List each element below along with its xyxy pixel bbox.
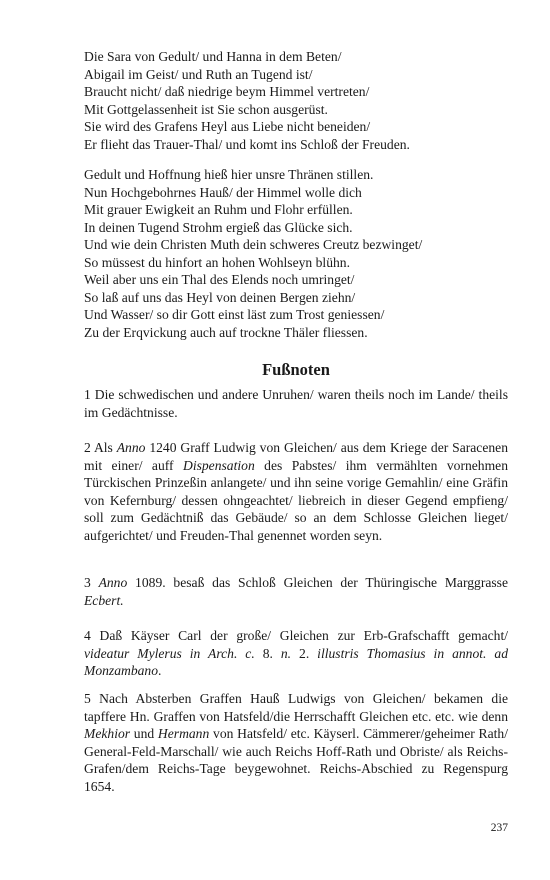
verse-line: Er flieht das Trauer-Thal/ und komt ins Schloß der Freuden. bbox=[84, 136, 410, 152]
footnote-text-part: von Hatsfeld/ etc. Käyserl. Cämmerer/geheimer Rath/ General-Feld-Marschall/ wie auch Reichs Hoff-Rath und Obriste/ als Reichs-Grafen/dem Reichs-Tage beygewohnet. Reichs-Abschied zu Regenspurg 1654. bbox=[84, 726, 508, 794]
verse-line: Braucht nicht/ daß niedrige beym Himmel vertreten/ bbox=[84, 84, 370, 99]
footnote-italic-term: Anno bbox=[98, 575, 128, 590]
verse-line: Und wie dein Christen Muth dein schweres Creutz bezwinget/ bbox=[84, 237, 423, 252]
footnote-4 bbox=[84, 627, 508, 680]
footnote-text bbox=[84, 439, 508, 544]
verse-line: Und Wasser/ so dir Gott einst läst zum Trost geniessen/ bbox=[84, 307, 385, 322]
footnote-italic-term: Dispensation bbox=[183, 457, 255, 473]
footnote-text-part: 4 Daß Käyser Carl der große/ Gleichen zur Erb-Grafschafft gemacht/ bbox=[84, 628, 508, 643]
footnote-italic-term: Anno bbox=[116, 440, 146, 455]
verse-line: Abigail im Geist/ und Ruth an Tugend ist/ bbox=[84, 66, 313, 82]
footnote-text bbox=[84, 574, 508, 609]
footnotes-heading: Fußnoten bbox=[262, 360, 330, 379]
footnote-3 bbox=[84, 574, 508, 609]
verse-line: Weil aber uns ein Thal des Elends noch umringet/ bbox=[84, 272, 355, 287]
footnote-text-part: und bbox=[130, 726, 158, 741]
footnote-text: 1 Die schwedischen und andere Unruhen/ waren theils noch im Lande/ theils im Gedächtnisse. bbox=[84, 387, 508, 420]
footnote-text bbox=[84, 627, 508, 680]
footnote-text-part: 2 Als bbox=[84, 440, 117, 455]
footnote-italic-term: Mekhior bbox=[84, 726, 131, 741]
verse-line: Nun Hochgebohrnes Hauß/ der Himmel wolle dich bbox=[84, 184, 362, 200]
footnote-text bbox=[84, 690, 508, 795]
footnote-text-part: 8. bbox=[254, 645, 281, 661]
footnote-italic-term: Hermann bbox=[157, 726, 210, 741]
footnote-italic-term: videatur Mylerus in Arch. c. bbox=[84, 645, 255, 661]
footnote-text-part: . bbox=[158, 663, 162, 678]
footnote-italic-term: n. bbox=[280, 645, 292, 661]
poem-stanza-2 bbox=[84, 166, 514, 341]
verse-line: In deinen Tugend Strohm ergieß das Glücke sich. bbox=[84, 219, 353, 235]
verse-line: So müssest du hinfort an hohen Wohlseyn blühn. bbox=[84, 254, 350, 270]
poem-stanza-1 bbox=[84, 48, 514, 153]
page-number: 237 bbox=[490, 822, 508, 834]
verse-line: Gedult und Hoffnung hieß hier unsre Thränen stillen. bbox=[84, 167, 374, 182]
footnote-text-part: 2. bbox=[291, 645, 318, 661]
verse-line: Mit Gottgelassenheit ist Sie schon ausgerüst. bbox=[84, 101, 328, 117]
verse-line: Sie wird des Grafens Heyl aus Liebe nicht beneiden/ bbox=[84, 119, 371, 134]
verse-line: Mit grauer Ewigkeit an Ruhm und Flohr erfüllen. bbox=[84, 202, 353, 217]
footnote-text-part: 1089. besaß das Schloß Gleichen der Thüringische Marggrasse bbox=[127, 575, 508, 590]
verse-line: Zu der Erqvickung auch auf trockne Thäler fliessen. bbox=[84, 324, 368, 340]
footnote-1 bbox=[84, 386, 508, 421]
footnote-text-part: 3 bbox=[84, 575, 99, 590]
footnote-5 bbox=[84, 690, 508, 795]
footnote-italic-term: illustris Thomasius in annot. ad Monzambano bbox=[84, 645, 508, 678]
footnote-2 bbox=[84, 439, 508, 544]
verse-line: Die Sara von Gedult/ und Hanna in dem Beten/ bbox=[84, 49, 342, 64]
footnote-text-part: des Pabstes/ ihm vermählten vornehmen Türckischen Prinzeßin anlangete/ und ihn seine vorige Gemahlin/ eine Gräfin von Kefernburg/ dessen ohngeachtet/ liebreich in dieser Gegend empfieng/ soll zum Gedächtniß das Gebäude/ so an dem Schlosse Gleichen lieget/ aufgerichtet/ und Freuden-Thal genennet worden seyn. bbox=[84, 457, 509, 543]
footnote-text-part: 1240 Graff Ludwig von Gleichen/ aus dem Kriege der Saracenen mit einer/ auff bbox=[84, 440, 509, 473]
footnote-italic-term: Ecbert. bbox=[84, 592, 124, 608]
footnote-text-part: 5 Nach Absterben Graffen Hauß Ludwigs von Gleichen/ bekamen die tapffere Hn. Graffen von Hatsfeld/die Herrschafft Gleichen etc. etc. wie denn bbox=[84, 691, 508, 724]
verse-line: So laß auf uns das Heyl von deinen Bergen ziehn/ bbox=[84, 289, 356, 305]
